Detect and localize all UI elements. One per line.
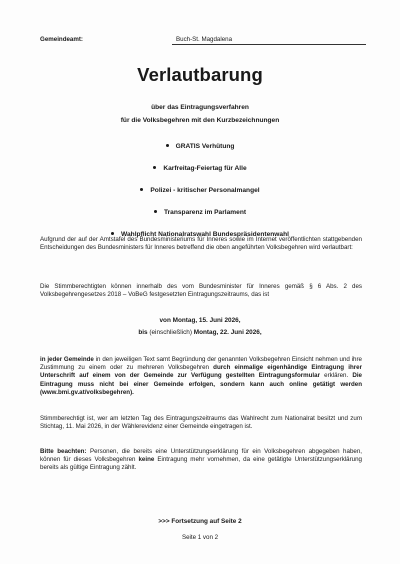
text-normal: in den jeweiligen Text samt Begründung der genannten Volksbegehren Einsicht nehmen und ihre Zustimmung zu einem oder zu mehreren Volksbegehren [40, 356, 362, 372]
list-item [0, 208, 400, 230]
gemeinde-value: Buch-St. Magdalena [172, 36, 366, 45]
paragraph-registration [40, 356, 362, 397]
paragraph-intro: Aufgrund der auf der Amtstafel des Bundesministeriums für Inneres sowie im Internet veröffentlichten stattgebenden Entscheidungen des Bundesministers für Inneres betreffend die oben angeführten Volksbegehren wird verlautbart: [40, 236, 362, 252]
header-row [40, 36, 362, 46]
gemeinde-label: Gemeindeamt: [40, 36, 83, 43]
date-to [0, 329, 400, 336]
list-item-label: GRATIS Verhütung [175, 143, 235, 150]
bullet-icon [140, 188, 143, 191]
list-item-label: Karfreitag-Feiertag für Alle [163, 165, 247, 172]
bullet-icon [166, 144, 169, 147]
text-bold: durch einmalige eigenhändige Eintragung ihrer Unterschrift auf einem von der Gemeinde zur Verfügung gestellten Eintragungsformular [40, 364, 362, 380]
text-bold: keine [138, 456, 155, 464]
list-item [0, 142, 400, 164]
date-to-value: Montag, 22. Juni 2026, [193, 329, 262, 336]
bullet-icon [153, 166, 156, 169]
page-number: Seite 1 von 2 [181, 534, 219, 541]
paragraph-note [40, 448, 362, 473]
paragraph-voting-rights: Stimmberechtigt ist, wer am letzten Tag des Eintragungszeitraums das Wahlrecht zum Nationalrat besitzt und zum Stichtag, 11. Mai 2026, in der Wählerevidenz einer Gemeinde eingetragen ist. [40, 415, 362, 431]
text-bold: in jeder Gemeinde [40, 356, 94, 363]
list-item-label: Transparenz im Parlament [163, 209, 247, 216]
list-item-label: Polizei - kritischer Personalmangel [150, 187, 260, 194]
text-bold: Die Eintragung muss nicht bei einer Gemeinde erfolgen, sondern kann auch online getätigt werden (www.bmi.gv.at/volksbegehren). [40, 372, 362, 396]
date-to-prefix: bis [138, 329, 148, 336]
subtitle-line-2: für die Volksbegehren mit den Kurzbezeichnungen [120, 117, 280, 124]
list-item-label: Wahlpflicht Nationalratswahl Bundespräsidentenwahl [121, 231, 289, 238]
text-bold: Bitte beachten: [40, 448, 87, 455]
text-normal: Personen, die bereits eine Unterstützungserklärung für ein Volksbegehren abgegeben haben, können für dieses Volksbegehren [40, 448, 362, 464]
date-to-inclusive: (einschließlich) [149, 329, 192, 336]
bullet-icon [154, 210, 157, 213]
date-from: von Montag, 15. Juni 2026, [159, 317, 241, 324]
document-title: Verlautbarung [137, 64, 263, 85]
list-item [0, 164, 400, 186]
continuation-note: >>> Fortsetzung auf Seite 2 [158, 518, 242, 525]
list-item [0, 186, 400, 208]
text-normal: erklären. [320, 372, 353, 380]
paragraph-eligibility-period: Die Stimmberechtigten können innerhalb des vom Bundesminister für Inneres gemäß § 6 Abs. 2 des Volksbegehrengesetzes 2018 – VoBeG festgesetzten Eintragungszeitraums, das ist [40, 283, 362, 299]
bullet-icon [111, 232, 114, 235]
subtitle-line-1: über das Eintragungsverfahren [151, 104, 249, 111]
text-normal: Eintragung mehr vornehmen, da eine getätigte Unterstützungserklärung bereits als gültige Eintragung zählt. [40, 456, 362, 472]
